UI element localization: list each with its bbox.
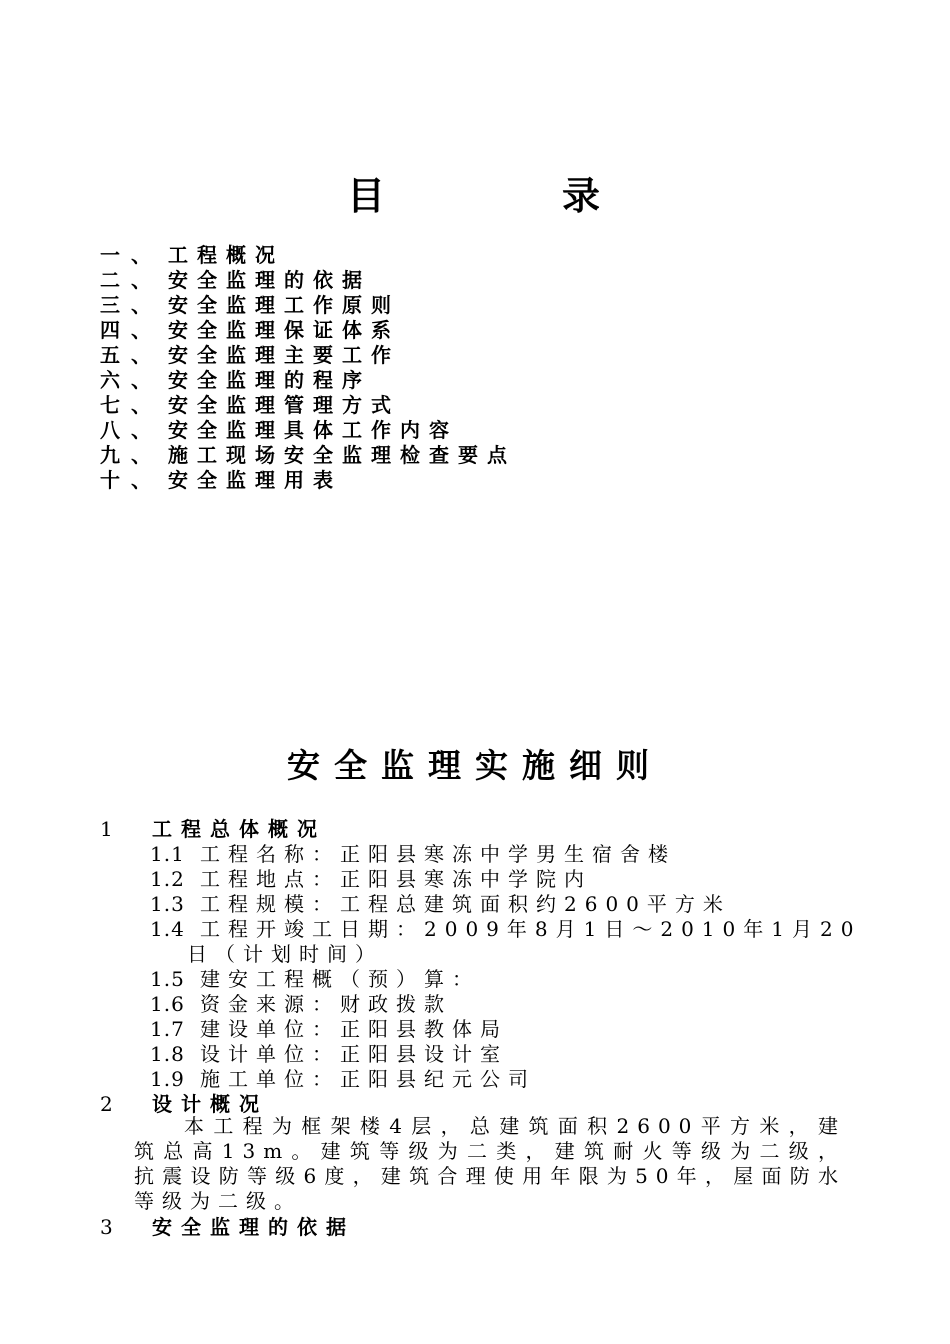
toc-item <box>100 318 516 343</box>
item-text: 建设单位：正阳县教体局 <box>200 1017 508 1041</box>
list-item <box>150 842 861 867</box>
item-id: 1.6 <box>150 992 185 1016</box>
item-text: 建安工程概（预）算： <box>200 967 480 991</box>
list-item <box>150 992 861 1017</box>
toc-item <box>100 343 516 368</box>
toc-item-text: 安全监理工作原则 <box>168 293 400 317</box>
toc-item-text: 安全监理主要工作 <box>168 343 400 367</box>
section-title: 安全监理的依据 <box>152 1215 355 1239</box>
toc-item <box>100 268 516 293</box>
toc-item-number: 三、 <box>100 293 162 317</box>
main-title: 安全监理实施细则 <box>287 746 663 785</box>
toc-item-number: 四、 <box>100 318 162 342</box>
toc-item-text: 安全监理管理方式 <box>168 393 400 417</box>
toc-item-text: 安全监理保证体系 <box>168 318 400 342</box>
list-item <box>150 1067 861 1092</box>
item-id: 1.7 <box>150 1017 185 1041</box>
item-id: 1.2 <box>150 867 185 891</box>
item-text: 工程规模：工程总建筑面积约2600平方米 <box>200 892 731 916</box>
list-item-continuation: 日（计划时间） <box>187 942 383 966</box>
item-text: 施工单位：正阳县纪元公司 <box>200 1067 536 1091</box>
toc-item-number: 十、 <box>100 468 162 492</box>
item-text: 资金来源：财政拨款 <box>200 992 452 1016</box>
list-item <box>150 892 861 917</box>
toc-item-number: 二、 <box>100 268 162 292</box>
toc-item <box>100 393 516 418</box>
toc-item-text: 安全监理用表 <box>168 468 342 492</box>
item-text: 工程地点：正阳县寒冻中学院内 <box>200 867 592 891</box>
item-id: 1.8 <box>150 1042 185 1066</box>
toc-item-text: 施工现场安全监理检查要点 <box>168 443 516 467</box>
toc-item-number: 六、 <box>100 368 162 392</box>
toc-item <box>100 368 516 393</box>
toc-title-char-2: 录 <box>562 173 601 218</box>
list-item <box>150 867 861 892</box>
item-id: 1.5 <box>150 967 185 991</box>
section-heading-1 <box>100 817 326 842</box>
toc-item-number: 一、 <box>100 243 162 267</box>
section-number: 2 <box>100 1092 113 1116</box>
item-id: 1.1 <box>150 842 185 866</box>
list-item <box>150 967 861 992</box>
toc-item-number: 九、 <box>100 443 162 467</box>
item-text: 工程开竣工日期：2009年8月1日～2010年1月20 <box>200 917 862 941</box>
toc-list <box>100 243 516 493</box>
section-title: 工程总体概况 <box>152 817 326 841</box>
toc-item <box>100 468 516 493</box>
toc-title-char-1: 目 <box>347 173 386 218</box>
section-number: 1 <box>100 817 113 841</box>
toc-item-text: 安全监理的程序 <box>168 368 371 392</box>
list-item <box>150 1017 861 1042</box>
section-title: 设计概况 <box>152 1092 268 1116</box>
toc-item-text: 工程概况 <box>168 243 284 267</box>
toc-title <box>0 168 950 228</box>
design-overview-paragraph: 本工程为框架楼4层，总建筑面积2600平方米，建筑总高13m。建筑等级为二类，建筑耐火等级为二级，抗震设防等级6度，建筑合理使用年限为50年，屋面防水等级为二级。 <box>134 1114 846 1213</box>
list-item <box>150 917 861 942</box>
item-id: 1.9 <box>150 1067 185 1091</box>
project-overview-list <box>150 842 861 1092</box>
toc-item <box>100 243 516 268</box>
item-text: 工程名称：正阳县寒冻中学男生宿舍楼 <box>200 842 676 866</box>
section-number: 3 <box>100 1215 113 1239</box>
toc-item <box>100 418 516 443</box>
toc-item-text: 安全监理的依据 <box>168 268 371 292</box>
toc-item <box>100 443 516 468</box>
item-id: 1.4 <box>150 917 185 941</box>
toc-item-number: 七、 <box>100 393 162 417</box>
toc-item-number: 五、 <box>100 343 162 367</box>
item-text: 设计单位：正阳县设计室 <box>200 1042 508 1066</box>
item-id: 1.3 <box>150 892 185 916</box>
toc-item-text: 安全监理具体工作内容 <box>168 418 458 442</box>
toc-item-number: 八、 <box>100 418 162 442</box>
section-heading-3 <box>100 1215 355 1240</box>
list-item <box>150 1042 861 1067</box>
toc-item <box>100 293 516 318</box>
